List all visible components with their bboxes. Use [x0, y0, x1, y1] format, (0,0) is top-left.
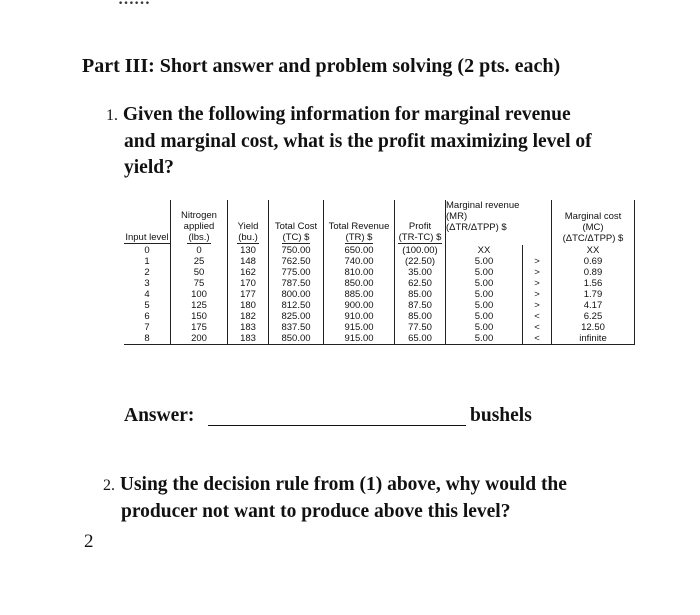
- cell-marginal-revenue: 5.00: [446, 289, 523, 300]
- cell-total-revenue: 650.00: [324, 245, 395, 256]
- cell-total-cost: 775.00: [269, 267, 324, 278]
- cell-total-revenue: 885.00: [324, 289, 395, 300]
- header-total-revenue: Total Revenue (TR) $: [324, 200, 395, 245]
- cell-marginal-cost: 1.56: [552, 278, 635, 289]
- cell-yield: 180: [228, 300, 269, 311]
- cell-comparison: <: [534, 311, 540, 322]
- cell-marginal-revenue: 5.00: [446, 256, 523, 267]
- cell-yield: 177: [228, 289, 269, 300]
- question-2-number: 2.: [103, 477, 115, 494]
- cell-nitrogen: 200: [171, 333, 228, 345]
- cell-yield: 162: [228, 267, 269, 278]
- question-1-line-1: Given the following information for marginal revenue: [122, 104, 571, 125]
- question-1: [106, 102, 666, 181]
- cell-nitrogen: 50: [171, 267, 228, 278]
- answer-blank-line[interactable]: [208, 425, 466, 426]
- cell-input-level: 7: [124, 322, 171, 333]
- top-cropped-text: [118, 0, 150, 9]
- table-row: [124, 267, 635, 278]
- cell-yield: 148: [228, 256, 269, 267]
- cell-marginal-revenue: XX: [446, 245, 523, 256]
- table-row: [124, 256, 635, 267]
- cell-profit: 77.50: [395, 322, 446, 333]
- cell-input-level: 2: [124, 267, 171, 278]
- cell-input-level: 1: [124, 256, 171, 267]
- cell-marginal-revenue: 5.00: [446, 322, 523, 333]
- page-number: 2: [84, 531, 94, 552]
- cell-total-revenue: 900.00: [324, 300, 395, 311]
- cell-total-revenue: 915.00: [324, 322, 395, 333]
- answer-label: Answer:: [124, 405, 195, 426]
- cell-total-cost: 825.00: [269, 311, 324, 322]
- table-header-row: [124, 200, 635, 245]
- cell-profit: 85.00: [395, 289, 446, 300]
- cell-marginal-revenue: 5.00: [446, 333, 523, 345]
- question-1-line-3: yield?: [124, 157, 174, 178]
- cell-yield: 182: [228, 311, 269, 322]
- header-marginal-cost: Marginal cost (MC) (ΔTC/ΔTPP) $: [552, 200, 635, 245]
- cell-profit: 85.00: [395, 311, 446, 322]
- header-total-cost: Total Cost (TC) $: [269, 200, 324, 245]
- cell-comparison: >: [534, 300, 540, 311]
- cell-yield: 183: [228, 322, 269, 333]
- cell-nitrogen: 75: [171, 278, 228, 289]
- cell-profit: (22.50): [395, 256, 446, 267]
- cell-marginal-cost: 12.50: [552, 322, 635, 333]
- cell-marginal-cost: infinite: [552, 333, 635, 345]
- cell-total-revenue: 740.00: [324, 256, 395, 267]
- cell-comparison: >: [534, 256, 540, 267]
- cell-marginal-cost: 0.89: [552, 267, 635, 278]
- header-yield: Yield (bu.): [228, 200, 269, 245]
- question-1-line-2: and marginal cost, what is the profit maximizing level of: [124, 131, 592, 152]
- cell-total-cost: 837.50: [269, 322, 324, 333]
- table-row: [124, 300, 635, 311]
- cell-nitrogen: 100: [171, 289, 228, 300]
- question-1-number: 1.: [106, 107, 118, 124]
- cell-comparison: >: [534, 267, 540, 278]
- cell-total-cost: 812.50: [269, 300, 324, 311]
- cell-marginal-cost: 1.79: [552, 289, 635, 300]
- cell-marginal-cost: 0.69: [552, 256, 635, 267]
- table-row: [124, 311, 635, 322]
- cell-nitrogen: 125: [171, 300, 228, 311]
- cell-total-cost: 750.00: [269, 245, 324, 256]
- cell-nitrogen: 175: [171, 322, 228, 333]
- cell-nitrogen: 150: [171, 311, 228, 322]
- cell-input-level: 4: [124, 289, 171, 300]
- question-2: [103, 472, 663, 525]
- cell-marginal-revenue: 5.00: [446, 278, 523, 289]
- cell-total-cost: 787.50: [269, 278, 324, 289]
- cell-comparison: [523, 245, 552, 256]
- cell-input-level: 8: [124, 333, 171, 345]
- cell-nitrogen: 25: [171, 256, 228, 267]
- cell-total-revenue: 850.00: [324, 278, 395, 289]
- cell-input-level: 3: [124, 278, 171, 289]
- cell-profit: (100.00): [395, 245, 446, 256]
- table-row: [124, 289, 635, 300]
- cell-yield: 183: [228, 333, 269, 345]
- cell-yield: 130: [228, 245, 269, 256]
- cell-nitrogen: 0: [171, 245, 228, 256]
- header-marginal-revenue: Marginal revenue (MR) (ΔTR/ΔTPP) $: [446, 200, 552, 245]
- cell-total-revenue: 910.00: [324, 311, 395, 322]
- cell-comparison: >: [534, 289, 540, 300]
- cell-input-level: 5: [124, 300, 171, 311]
- cell-marginal-cost: XX: [552, 245, 635, 256]
- cell-marginal-cost: 4.17: [552, 300, 635, 311]
- header-nitrogen: Nitrogen applied (lbs.): [171, 200, 228, 245]
- question-2-line-2: producer not want to produce above this level?: [121, 501, 511, 522]
- cell-profit: 65.00: [395, 333, 446, 345]
- question-2-line-1: Using the decision rule from (1) above, why would the: [119, 474, 567, 495]
- cell-comparison: <: [534, 322, 540, 333]
- cell-input-level: 0: [124, 245, 171, 256]
- cell-yield: 170: [228, 278, 269, 289]
- cell-profit: 62.50: [395, 278, 446, 289]
- cell-comparison: <: [523, 333, 552, 345]
- table-row: [124, 322, 635, 333]
- header-profit: Profit (TR-TC) $: [395, 200, 446, 245]
- cell-marginal-revenue: 5.00: [446, 311, 523, 322]
- table-row: [124, 245, 635, 256]
- cell-profit: 35.00: [395, 267, 446, 278]
- cell-total-revenue: 810.00: [324, 267, 395, 278]
- table-row: [124, 278, 635, 289]
- cell-total-revenue: 915.00: [324, 333, 395, 345]
- cell-total-cost: 762.50: [269, 256, 324, 267]
- cell-total-cost: 850.00: [269, 333, 324, 345]
- part-title: Part III: Short answer and problem solving (2 pts. each): [82, 55, 561, 77]
- table-row: [124, 333, 635, 345]
- table-body: [124, 245, 635, 345]
- cell-total-cost: 800.00: [269, 289, 324, 300]
- cell-comparison: >: [534, 278, 540, 289]
- cell-profit: 87.50: [395, 300, 446, 311]
- answer-unit: bushels: [470, 405, 532, 426]
- marginal-analysis-table: [124, 200, 635, 345]
- cell-marginal-revenue: 5.00: [446, 300, 523, 311]
- header-input-level: Input level: [124, 200, 171, 245]
- cell-input-level: 6: [124, 311, 171, 322]
- cell-marginal-cost: 6.25: [552, 311, 635, 322]
- cell-marginal-revenue: 5.00: [446, 267, 523, 278]
